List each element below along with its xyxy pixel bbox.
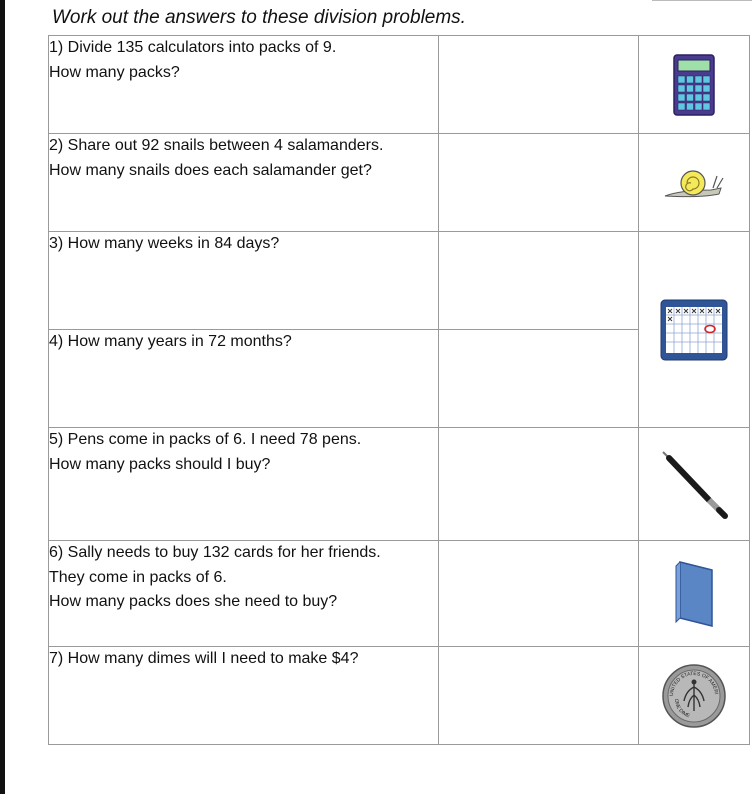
problem-row-7: [49, 647, 750, 745]
problem-row-1: [49, 36, 750, 134]
question-1-line-1: 1) Divide 135 calculators into packs of 9.: [49, 39, 337, 56]
answer-cell-4[interactable]: [439, 330, 639, 428]
picture-cell-2: [639, 134, 750, 232]
pen-icon: [659, 448, 729, 520]
question-6-line-2: They come in packs of 6.: [49, 568, 227, 586]
question-cell-5: [49, 428, 439, 541]
question-2-line-1: 2) Share out 92 snails between 4 salamanders.: [49, 137, 384, 154]
picture-cell-3-4: [639, 232, 750, 428]
coin-bottom-text: ONE DIME: [672, 698, 691, 719]
left-edge-strip: [0, 0, 5, 794]
card-icon: [672, 560, 716, 628]
question-6-line-3: How many packs does she need to buy?: [49, 593, 338, 610]
answer-cell-7[interactable]: [439, 647, 639, 745]
question-cell-1: [49, 36, 439, 134]
calculator-icon: [673, 54, 715, 116]
problem-row-3: [49, 232, 750, 330]
top-divider: [652, 0, 752, 1]
picture-cell-7: [639, 647, 750, 745]
coin-top-text: UNITED STATES OF AMERI: [668, 670, 719, 696]
problem-row-2: [49, 134, 750, 232]
question-1-line-2: How many packs?: [49, 63, 180, 81]
question-cell-2: [49, 134, 439, 232]
question-cell-7: [49, 647, 439, 745]
problems-table: [48, 35, 750, 745]
picture-cell-5: [639, 428, 750, 541]
question-3-line-1: 3) How many weeks in 84 days?: [49, 235, 280, 252]
question-cell-6: [49, 541, 439, 647]
picture-cell-1: [639, 36, 750, 134]
question-7-line-1: 7) How many dimes will I need to make $4?: [49, 650, 359, 667]
calendar-icon: [660, 299, 728, 361]
answer-cell-3[interactable]: [439, 232, 639, 330]
question-6-line-1: 6) Sally needs to buy 132 cards for her friends.: [49, 544, 381, 561]
picture-cell-6: [639, 541, 750, 647]
problem-row-6: [49, 541, 750, 647]
answer-cell-2[interactable]: [439, 134, 639, 232]
dime-icon: [661, 663, 727, 729]
question-5-line-2: How many packs should I buy?: [49, 455, 271, 473]
worksheet-title: Work out the answers to these division problems.: [52, 7, 466, 28]
question-cell-3: [49, 232, 439, 330]
question-2-line-2: How many snails does each salamander get?: [49, 161, 372, 179]
answer-cell-6[interactable]: [439, 541, 639, 647]
answer-cell-5[interactable]: [439, 428, 639, 541]
question-cell-4: [49, 330, 439, 428]
question-4-line-1: 4) How many years in 72 months?: [49, 333, 292, 350]
question-5-line-1: 5) Pens come in packs of 6. I need 78 pens.: [49, 431, 362, 448]
answer-cell-1[interactable]: [439, 36, 639, 134]
snail-icon: [661, 166, 727, 200]
problem-row-5: [49, 428, 750, 541]
